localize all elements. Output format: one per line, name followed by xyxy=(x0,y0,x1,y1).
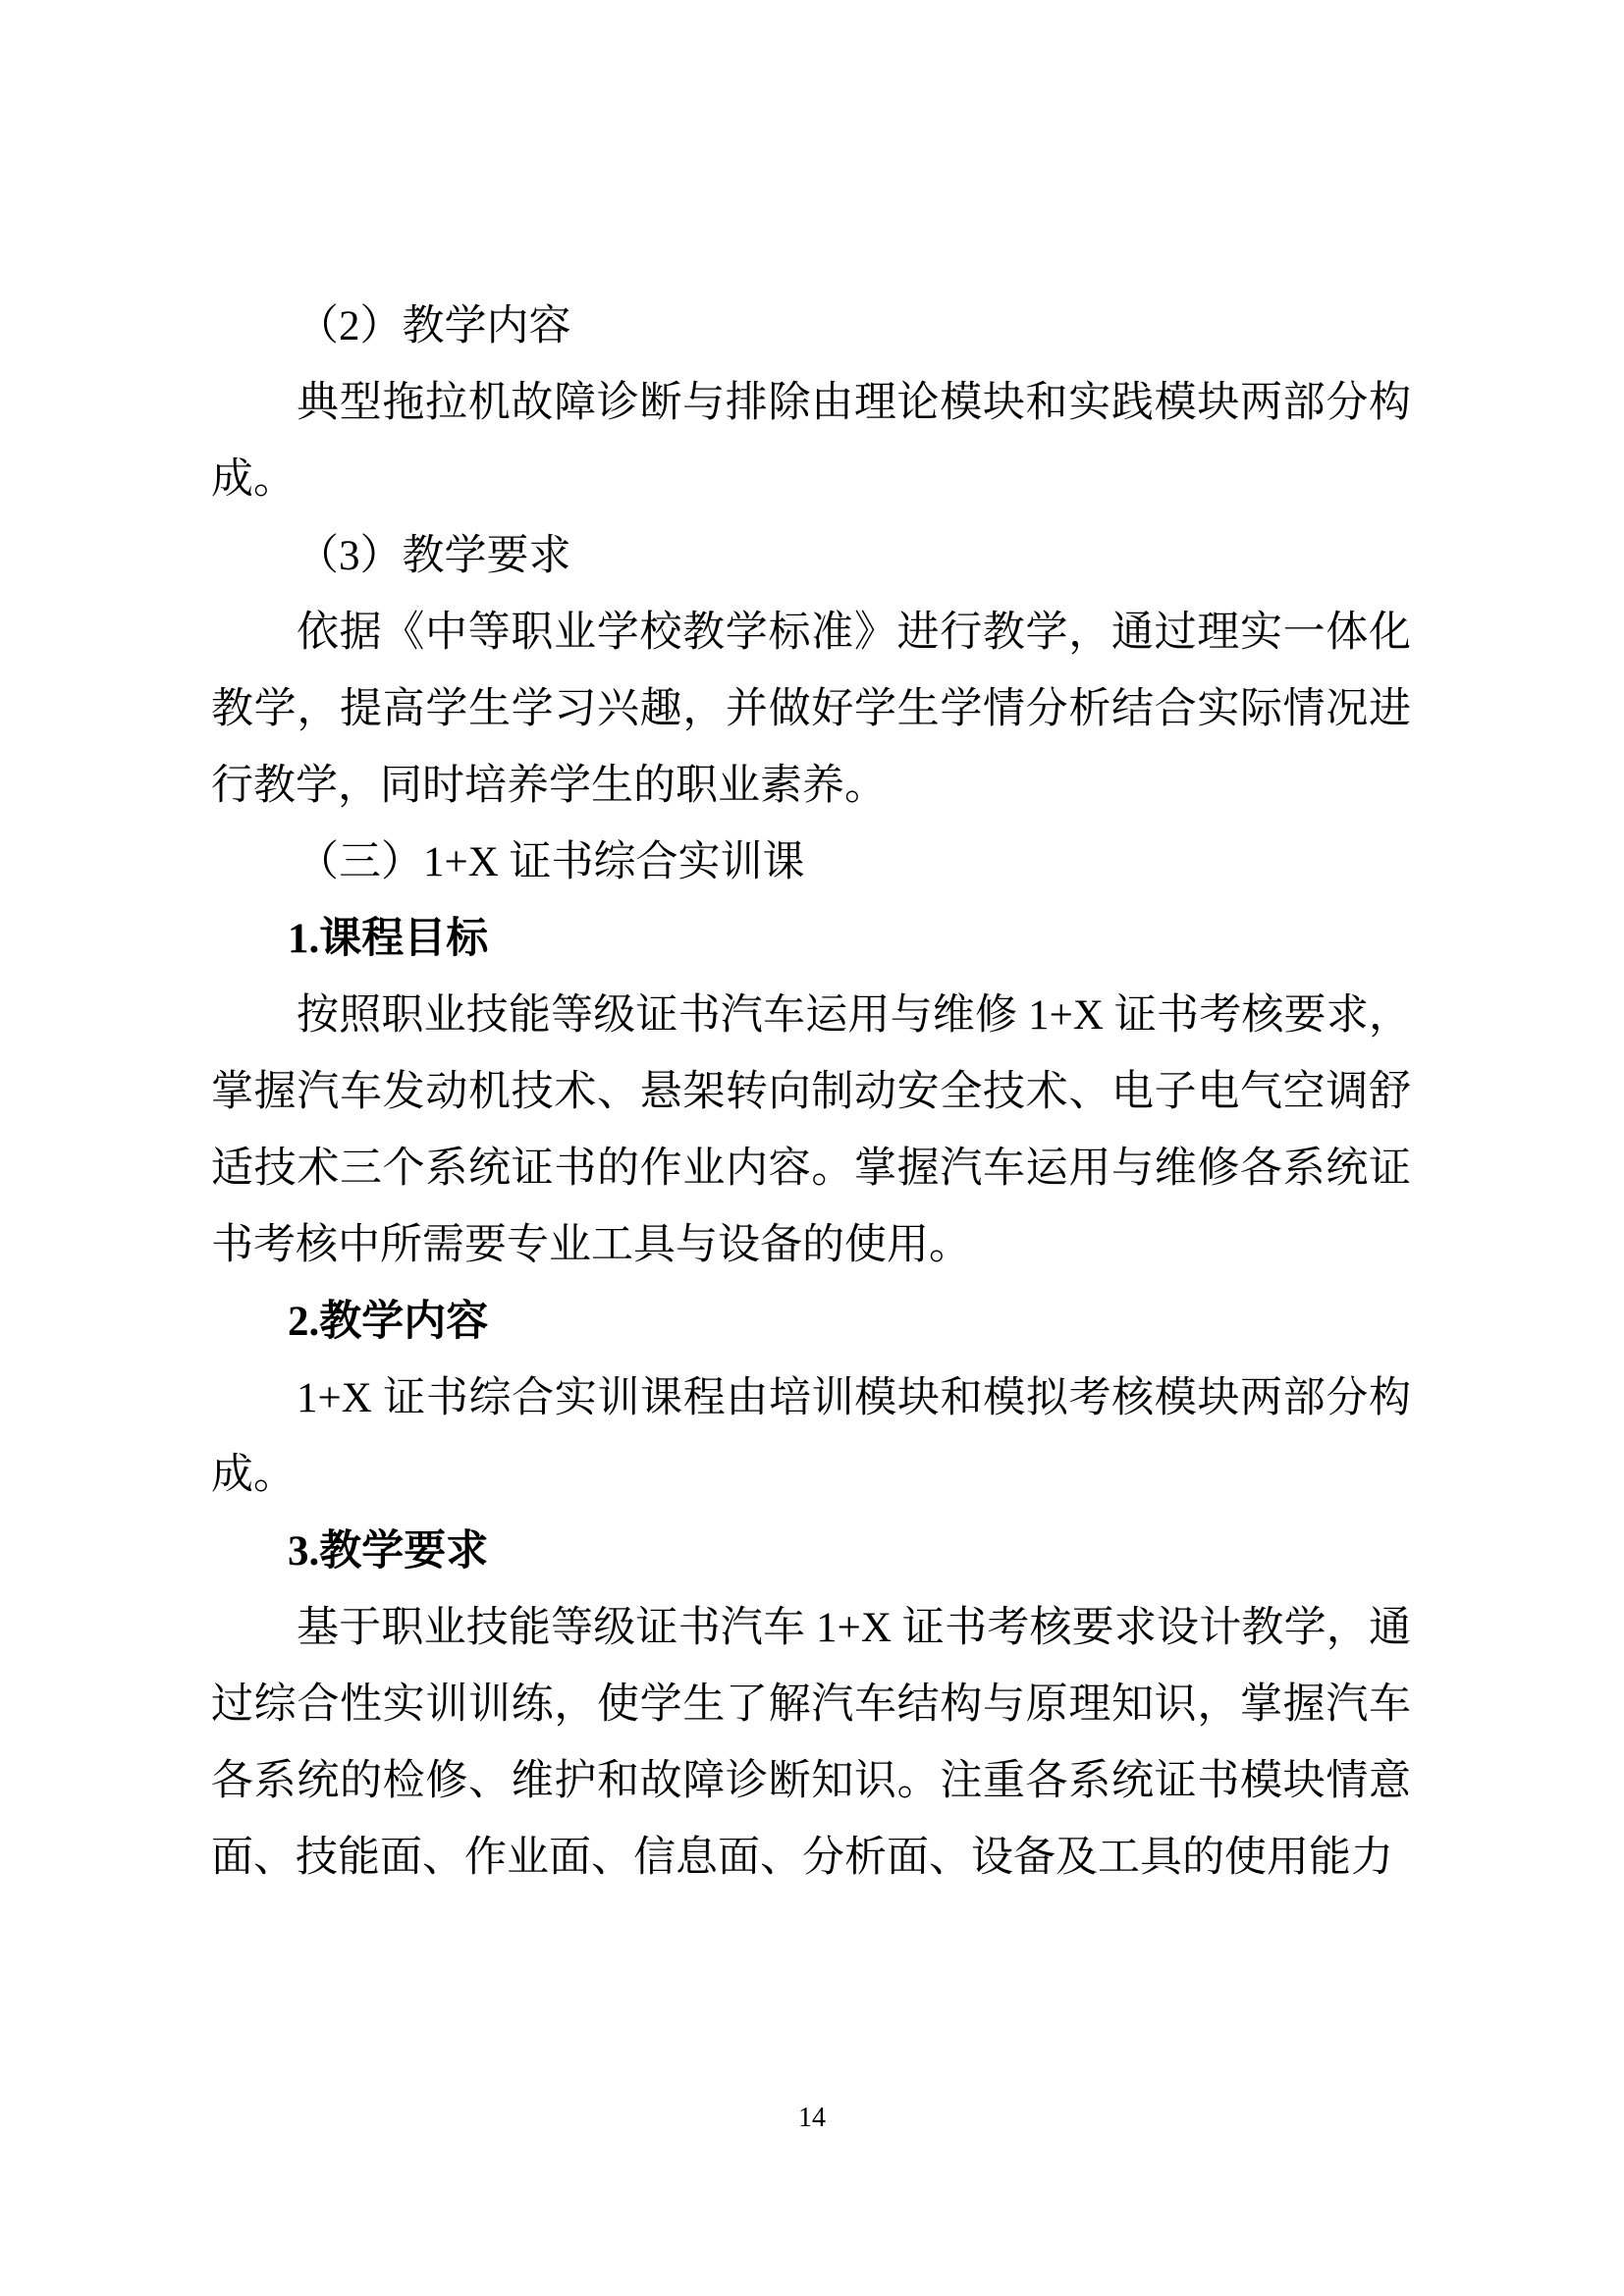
heading-3-teaching-requirements: 3.教学要求 xyxy=(288,1528,489,1575)
body-paragraph-course-objectives: 按照职业技能等级证书汽车运用与维修 1+X 证书考核要求，掌握汽车发动机技术、悬架转向制动安全技术、电子电气空调舒适技术三个系统证书的作业内容。掌握汽车运用与维修各系统证书考核中所需要专业工具与设备的使用。 xyxy=(211,992,1411,1268)
body-paragraph-teaching-requirements: 基于职业技能等级证书汽车 1+X 证书考核要求设计教学，通过综合性实训训练，使学生了解汽车结构与原理知识，掌握汽车各系统的检修、维护和故障诊断知识。注重各系统证书模块情意面、技能面、作业面、信息面、分析面、设备及工具的使用能力 xyxy=(211,1605,1411,1881)
body-paragraph-teaching-content: 1+X 证书综合实训课程由培训模块和模拟考核模块两部分构成。 xyxy=(211,1375,1411,1498)
subsection-3-heading: （3）教学要求 xyxy=(297,533,571,579)
subsection-2-heading: （2）教学内容 xyxy=(297,303,571,349)
body-paragraph-tractor-modules: 典型拖拉机故障诊断与排除由理论模块和实践模块两部分构成。 xyxy=(211,380,1411,503)
heading-1-course-objectives: 1.课程目标 xyxy=(288,916,489,962)
section-three-1x-heading: （三）1+X 证书综合实训课 xyxy=(297,839,805,885)
page-footer xyxy=(0,2099,1624,2138)
page-number: 14 xyxy=(798,2103,826,2133)
text-content xyxy=(211,289,1411,1896)
heading-2-teaching-content: 2.教学内容 xyxy=(288,1299,489,1345)
body-paragraph-teaching-standard: 依据《中等职业学校教学标准》进行教学，通过理实一体化教学，提高学生学习兴趣，并做好学生学情分析结合实际情况进行教学，同时培养学生的职业素养。 xyxy=(211,610,1411,809)
